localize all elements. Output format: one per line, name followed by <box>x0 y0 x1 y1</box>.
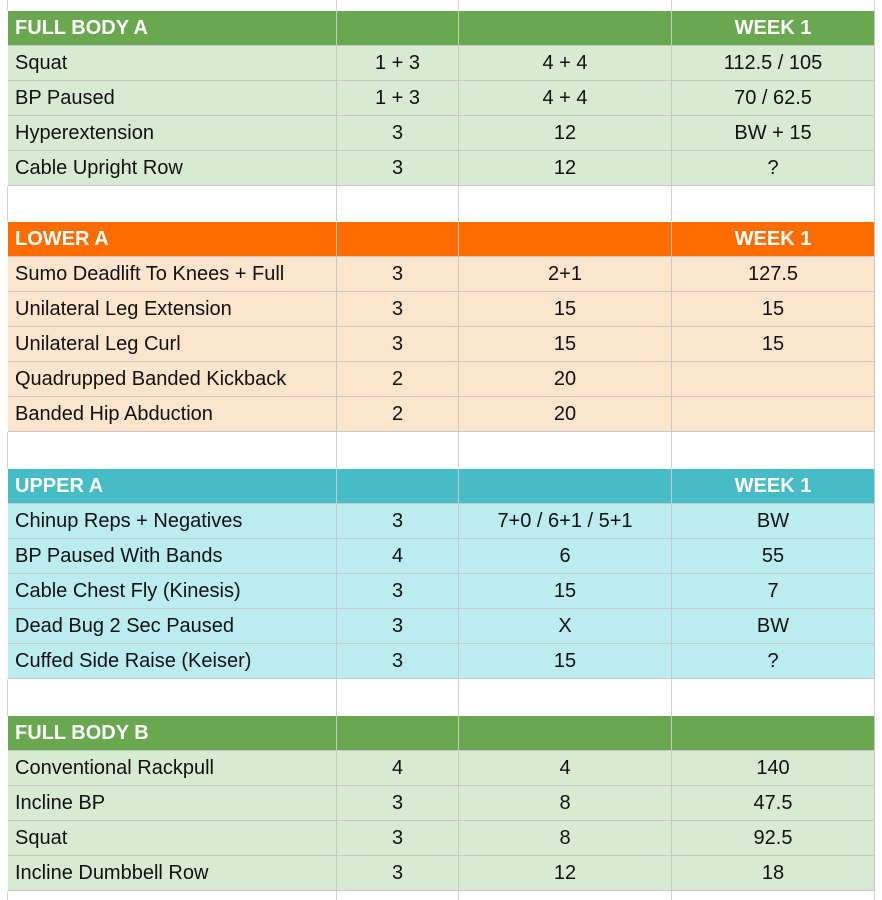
load-cell[interactable]: 92.5 <box>672 821 875 856</box>
row-tail <box>875 81 882 116</box>
row-gutter <box>0 151 8 186</box>
load-cell[interactable] <box>672 362 875 397</box>
exercise-cell[interactable]: Conventional Rackpull <box>8 751 337 786</box>
table-row <box>0 151 882 186</box>
row-gutter <box>0 222 8 257</box>
exercise-cell[interactable]: Chinup Reps + Negatives <box>8 504 337 539</box>
load-cell[interactable]: BW + 15 <box>672 116 875 151</box>
row-tail <box>875 574 882 609</box>
row-gutter <box>0 397 8 432</box>
row-gutter <box>0 46 8 81</box>
reps-cell[interactable]: 4 + 4 <box>459 46 672 81</box>
exercise-cell[interactable]: Hyperextension <box>8 116 337 151</box>
row-tail <box>875 397 882 432</box>
row-tail <box>875 786 882 821</box>
row-gutter <box>0 609 8 644</box>
row-tail <box>875 257 882 292</box>
row-tail <box>875 362 882 397</box>
table-row <box>0 856 882 891</box>
reps-cell[interactable]: 12 <box>459 151 672 186</box>
load-cell[interactable]: 127.5 <box>672 257 875 292</box>
row-tail <box>875 292 882 327</box>
row-tail <box>875 716 882 751</box>
sets-cell[interactable]: 3 <box>337 574 459 609</box>
row-tail <box>875 222 882 257</box>
header-empty-cell[interactable] <box>337 11 459 46</box>
table-row <box>0 644 882 679</box>
exercise-cell[interactable]: Cable Chest Fly (Kinesis) <box>8 574 337 609</box>
load-cell[interactable]: BW <box>672 504 875 539</box>
exercise-cell[interactable]: Unilateral Leg Curl <box>8 327 337 362</box>
header-empty-cell[interactable] <box>337 222 459 257</box>
reps-cell[interactable]: 8 <box>459 821 672 856</box>
exercise-cell[interactable]: BP Paused <box>8 81 337 116</box>
table-row <box>0 786 882 821</box>
week-label[interactable]: WEEK 1 <box>672 222 875 257</box>
load-cell[interactable]: 140 <box>672 751 875 786</box>
sets-cell[interactable]: 3 <box>337 821 459 856</box>
sets-cell[interactable]: 3 <box>337 257 459 292</box>
exercise-cell[interactable]: Dead Bug 2 Sec Paused <box>8 609 337 644</box>
reps-cell[interactable]: 20 <box>459 362 672 397</box>
row-gutter <box>0 11 8 46</box>
load-cell[interactable]: ? <box>672 644 875 679</box>
week-label[interactable] <box>672 716 875 751</box>
row-gutter <box>0 716 8 751</box>
reps-cell[interactable]: 4 + 4 <box>459 81 672 116</box>
section-header-full-body-a <box>0 11 882 46</box>
section-title[interactable]: FULL BODY B <box>8 716 337 751</box>
reps-cell[interactable]: 15 <box>459 292 672 327</box>
header-empty-cell[interactable] <box>459 716 672 751</box>
table-row <box>0 116 882 151</box>
sets-cell[interactable]: 4 <box>337 751 459 786</box>
reps-cell[interactable]: 20 <box>459 397 672 432</box>
row-tail <box>875 751 882 786</box>
row-gutter <box>0 292 8 327</box>
header-empty-cell[interactable] <box>337 469 459 504</box>
load-cell[interactable]: 55 <box>672 539 875 574</box>
table-row <box>0 574 882 609</box>
load-cell[interactable] <box>672 397 875 432</box>
header-empty-cell[interactable] <box>459 11 672 46</box>
row-tail <box>875 46 882 81</box>
reps-cell[interactable]: 4 <box>459 751 672 786</box>
load-cell[interactable]: 18 <box>672 856 875 891</box>
sets-cell[interactable]: 3 <box>337 856 459 891</box>
load-cell[interactable]: 7 <box>672 574 875 609</box>
load-cell[interactable]: ? <box>672 151 875 186</box>
row-gutter <box>0 574 8 609</box>
row-tail <box>875 151 882 186</box>
exercise-cell[interactable]: Quadrupped Banded Kickback <box>8 362 337 397</box>
row-gutter <box>0 116 8 151</box>
section-title[interactable]: LOWER A <box>8 222 337 257</box>
exercise-cell[interactable]: BP Paused With Bands <box>8 539 337 574</box>
week-label[interactable]: WEEK 1 <box>672 11 875 46</box>
header-empty-cell[interactable] <box>337 716 459 751</box>
section-header-lower-a <box>0 222 882 257</box>
header-empty-cell[interactable] <box>459 222 672 257</box>
sets-cell[interactable]: 1 + 3 <box>337 81 459 116</box>
row-gutter <box>0 539 8 574</box>
exercise-cell[interactable]: Incline Dumbbell Row <box>8 856 337 891</box>
sets-cell[interactable]: 3 <box>337 327 459 362</box>
table-row <box>0 504 882 539</box>
reps-cell[interactable]: 15 <box>459 644 672 679</box>
week-label[interactable]: WEEK 1 <box>672 469 875 504</box>
row-tail <box>875 504 882 539</box>
row-tail <box>875 539 882 574</box>
table-row <box>0 397 882 432</box>
row-tail <box>875 609 882 644</box>
load-cell[interactable]: 112.5 / 105 <box>672 46 875 81</box>
load-cell[interactable]: 47.5 <box>672 786 875 821</box>
row-tail <box>875 821 882 856</box>
table-row <box>0 81 882 116</box>
reps-cell[interactable]: 12 <box>459 856 672 891</box>
exercise-cell[interactable]: Incline BP <box>8 786 337 821</box>
row-gutter <box>0 786 8 821</box>
reps-cell[interactable]: 8 <box>459 786 672 821</box>
reps-cell[interactable]: 15 <box>459 327 672 362</box>
load-cell[interactable]: 15 <box>672 327 875 362</box>
exercise-cell[interactable]: Cable Upright Row <box>8 151 337 186</box>
exercise-cell[interactable]: Squat <box>8 821 337 856</box>
table-row <box>0 539 882 574</box>
table-row <box>0 362 882 397</box>
row-gutter <box>0 504 8 539</box>
sets-cell[interactable]: 4 <box>337 539 459 574</box>
row-tail <box>875 469 882 504</box>
row-gutter <box>0 257 8 292</box>
sets-cell[interactable]: 3 <box>337 116 459 151</box>
row-gutter <box>0 362 8 397</box>
sets-cell[interactable]: 1 + 3 <box>337 46 459 81</box>
section-title[interactable]: FULL BODY A <box>8 11 337 46</box>
exercise-cell[interactable]: Banded Hip Abduction <box>8 397 337 432</box>
table-row <box>0 46 882 81</box>
row-gutter <box>0 644 8 679</box>
exercise-cell[interactable]: Cuffed Side Raise (Keiser) <box>8 644 337 679</box>
load-cell[interactable]: BW <box>672 609 875 644</box>
sets-cell[interactable]: 2 <box>337 362 459 397</box>
reps-cell[interactable]: 12 <box>459 116 672 151</box>
sets-cell[interactable]: 3 <box>337 786 459 821</box>
exercise-cell[interactable]: Sumo Deadlift To Knees + Full <box>8 257 337 292</box>
row-gutter <box>0 821 8 856</box>
row-tail <box>875 11 882 46</box>
section-title[interactable]: UPPER A <box>8 469 337 504</box>
row-tail <box>875 856 882 891</box>
sets-cell[interactable]: 3 <box>337 292 459 327</box>
row-gutter <box>0 469 8 504</box>
sets-cell[interactable]: 3 <box>337 504 459 539</box>
section-header-full-body-b <box>0 716 882 751</box>
exercise-cell[interactable]: Squat <box>8 46 337 81</box>
sets-cell[interactable]: 2 <box>337 397 459 432</box>
load-cell[interactable]: 70 / 62.5 <box>672 81 875 116</box>
table-row <box>0 327 882 362</box>
reps-cell[interactable]: X <box>459 609 672 644</box>
reps-cell[interactable]: 6 <box>459 539 672 574</box>
sets-cell[interactable]: 3 <box>337 644 459 679</box>
section-header-upper-a <box>0 469 882 504</box>
row-tail <box>875 327 882 362</box>
sets-cell[interactable]: 3 <box>337 609 459 644</box>
header-empty-cell[interactable] <box>459 469 672 504</box>
reps-cell[interactable]: 2+1 <box>459 257 672 292</box>
table-row <box>0 292 882 327</box>
exercise-cell[interactable]: Unilateral Leg Extension <box>8 292 337 327</box>
row-gutter <box>0 327 8 362</box>
row-tail <box>875 644 882 679</box>
reps-cell[interactable]: 7+0 / 6+1 / 5+1 <box>459 504 672 539</box>
table-row <box>0 257 882 292</box>
table-row <box>0 751 882 786</box>
row-gutter <box>0 751 8 786</box>
row-gutter <box>0 81 8 116</box>
row-tail <box>875 116 882 151</box>
table-row <box>0 821 882 856</box>
table-row <box>0 609 882 644</box>
load-cell[interactable]: 15 <box>672 292 875 327</box>
sets-cell[interactable]: 3 <box>337 151 459 186</box>
row-gutter <box>0 856 8 891</box>
reps-cell[interactable]: 15 <box>459 574 672 609</box>
